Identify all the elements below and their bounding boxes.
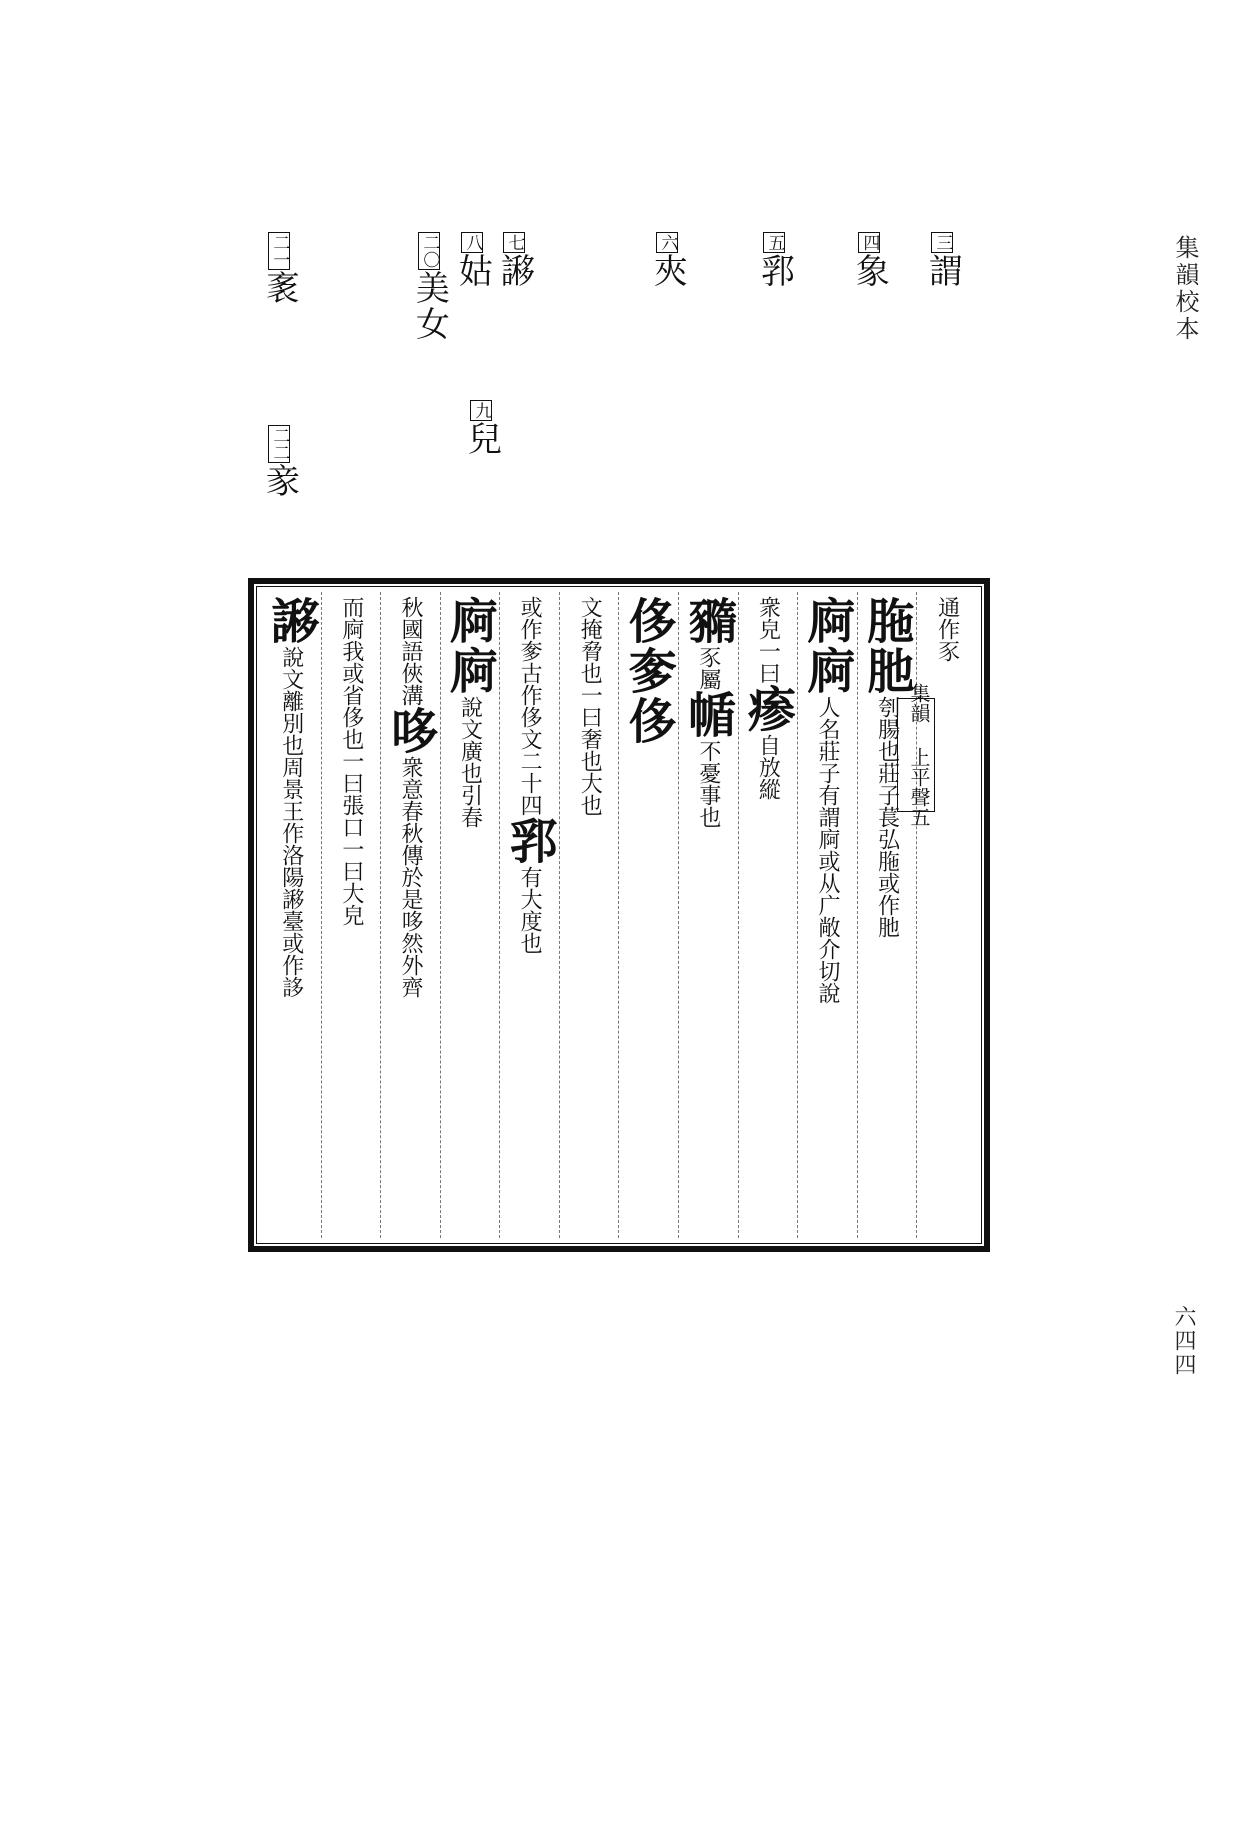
page-number: 六四四 (1171, 1305, 1196, 1377)
text-column: 胣肔刳腸也莊子萇弘胣或作肔 (857, 592, 917, 1238)
text-columns (262, 592, 976, 1238)
note-8 (452, 232, 493, 289)
note-22 (259, 425, 300, 499)
note-number: 六 (657, 234, 678, 251)
note-char: 姑 (452, 253, 493, 289)
note-char: 郛 (754, 253, 795, 289)
note-number: 四 (859, 234, 880, 251)
text-column: 通作豕 (916, 592, 976, 1238)
note-number: 九 (471, 402, 492, 419)
note-number: 二一 (269, 234, 290, 268)
note-4 (849, 232, 890, 289)
note-7 (494, 232, 535, 289)
note-9 (461, 400, 502, 457)
note-char: 兒 (461, 421, 502, 457)
note-char: 袲 (259, 270, 300, 306)
note-char: 謻 (494, 253, 535, 289)
note-char: 謂 (922, 253, 963, 289)
text-column: 或作奓古作侈文二十四郛有大度也 (499, 592, 559, 1238)
text-column: 衆皃一曰瘆自放縱 (738, 592, 798, 1238)
note-char: 美女 (409, 270, 450, 342)
note-20 (409, 232, 450, 342)
note-6 (647, 232, 688, 289)
note-number: 七 (504, 234, 525, 251)
note-3 (922, 232, 963, 289)
note-number: 二〇 (419, 234, 440, 268)
text-column: 㢌㢌說文廣也引春 (440, 592, 500, 1238)
text-column: 謻說文離別也周景王作洛陽謻臺或作誃 (262, 596, 319, 998)
text-column: 䝐豕屬㡒不憂事也 (678, 592, 738, 1238)
text-column: 㢌㢌人名莊子有謂㢌或从广敞介切說 (797, 592, 857, 1238)
running-head: 集韻校本 (1171, 235, 1199, 343)
text-column: 秋國語俠溝哆衆意春秋傳於是哆然外齊 (380, 592, 440, 1238)
note-21 (259, 232, 300, 306)
note-5 (754, 232, 795, 289)
note-number: 五 (764, 234, 785, 251)
note-number: 八 (462, 234, 483, 251)
block-margin-label: 集韻 上平聲五 (897, 698, 935, 812)
woodblock-text-block (248, 578, 990, 1252)
note-char: 夾 (647, 253, 688, 289)
note-number: 三 (932, 234, 953, 251)
note-char: 象 (849, 253, 890, 289)
note-char: 豙 (259, 463, 300, 499)
text-column: 侈奓侈 (618, 592, 678, 1238)
text-column: 文掩脅也一曰奢也大也 (559, 592, 619, 1238)
note-number: 二二 (269, 427, 290, 461)
text-column: 而㢌我或省侈也一曰張口一曰大皃 (321, 592, 381, 1238)
